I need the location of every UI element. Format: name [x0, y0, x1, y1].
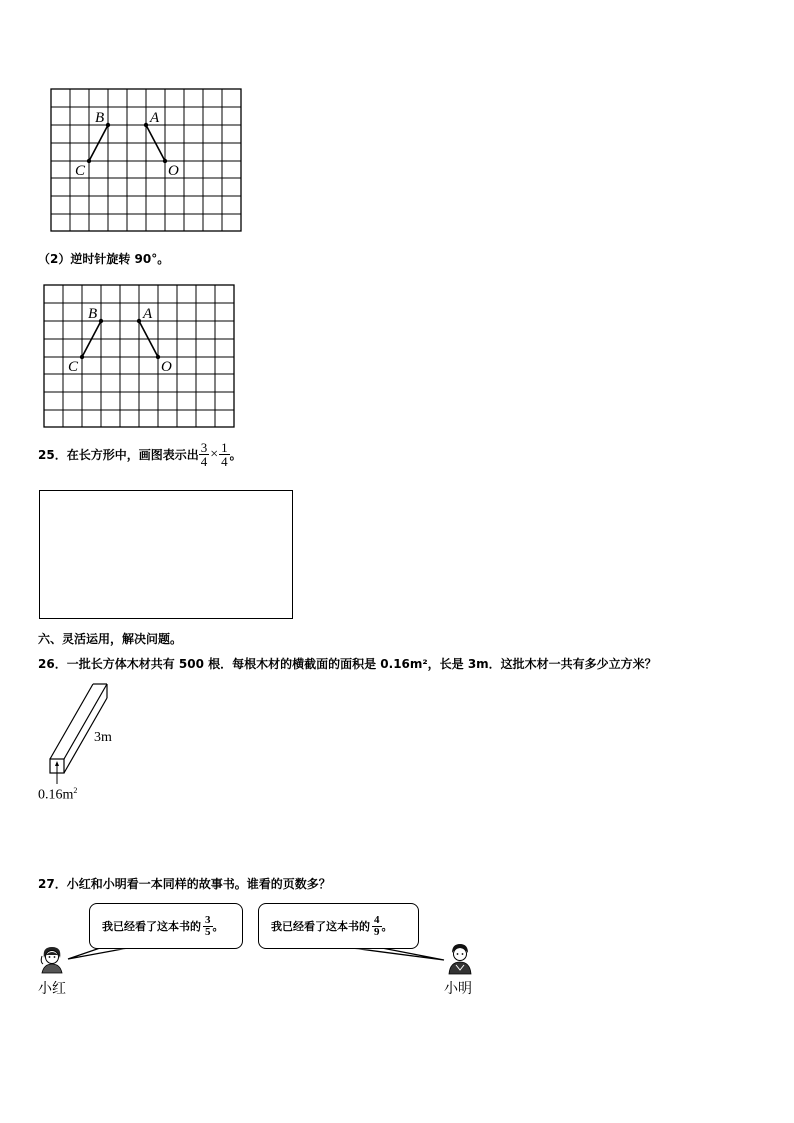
bubble-end: 。 — [381, 920, 393, 933]
q25-prefix: 25．在长方形中，画图表示出 — [38, 448, 199, 462]
point-label-c: C — [75, 163, 86, 179]
speech-bubble-xiaohong — [89, 903, 243, 949]
point-label-o: O — [168, 163, 179, 179]
q25-fraction-1 — [199, 441, 210, 468]
point-label-a: A — [150, 110, 160, 126]
timber-area-value: 0.16m — [38, 787, 74, 803]
q25-question — [38, 441, 242, 468]
point-label-b: B — [95, 110, 105, 126]
point-label-c: C — [68, 359, 79, 375]
point-label-o: O — [161, 359, 172, 375]
q25-suffix: 。 — [229, 448, 242, 462]
timber-length-label: 3m — [94, 730, 112, 745]
speech-bubble-xiaoming — [258, 903, 419, 949]
q25-frac1-den: 4 — [200, 454, 208, 469]
q25-drawing-rectangle[interactable] — [39, 490, 293, 619]
point-label-a: A — [143, 306, 153, 322]
rotation-grid-1 — [50, 88, 244, 234]
bubble-frac-den: 9 — [374, 925, 380, 938]
timber-area-sup: 2 — [73, 786, 78, 795]
bubble-text: 我已经看了这本书的 — [102, 920, 201, 933]
q26-question: 26．一批长方体木材共有 500 根．每根木材的横截面的面积是 0.16m²，长是 3m．这批木材一共有多少立方米？ — [38, 657, 657, 671]
bubble-frac-num: 4 — [374, 913, 380, 926]
girl-avatar-icon — [38, 944, 66, 974]
times-sign: × — [210, 446, 219, 462]
bubble-fraction — [203, 915, 213, 938]
q25-frac2-den: 4 — [221, 454, 228, 469]
point-label-b: B — [88, 306, 98, 322]
bubble-end: 。 — [212, 920, 224, 933]
bubble-text: 我已经看了这本书的 — [271, 920, 370, 933]
name-xiaohong: 小红 — [38, 981, 66, 997]
q25-frac1-num: 3 — [200, 440, 208, 455]
name-xiaoming: 小明 — [444, 981, 472, 997]
q25-frac2-num: 1 — [221, 440, 228, 455]
q27-question: 27．小红和小明看一本同样的故事书。谁看的页数多？ — [38, 877, 331, 891]
bubble-frac-den: 5 — [205, 925, 211, 938]
bubble-frac-num: 3 — [205, 913, 211, 926]
boy-avatar-icon — [446, 941, 474, 975]
rotation-grid-2 — [43, 284, 237, 430]
bubble-fraction — [372, 915, 382, 938]
timber-area-label — [38, 786, 77, 804]
q24-part2-instruction: （2）逆时针旋转 90°。 — [38, 252, 170, 266]
q25-fraction-2 — [219, 441, 230, 468]
section-6-heading: 六、灵活运用，解决问题。 — [38, 632, 183, 646]
